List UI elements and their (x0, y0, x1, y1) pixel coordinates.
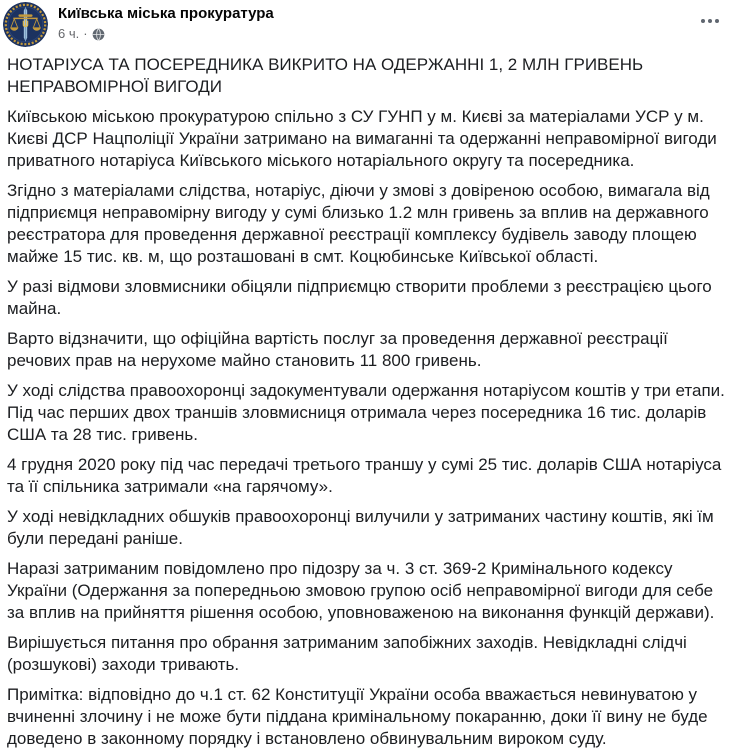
dot-icon (715, 19, 719, 23)
post-timestamp[interactable]: 6 ч. (58, 26, 80, 41)
dot-icon (708, 19, 712, 23)
post-paragraph: 4 грудня 2020 року під час передачі третього траншу у сумі 25 тис. доларів США нотаріуса та її спільника затримали «на гарячому». (7, 455, 722, 496)
post-paragraph: Наразі затриманим повідомлено про підозру за ч. 3 ст. 369-2 Кримінального кодексу України (Одержання за попередньою змовою групою осіб неправомірної вигоди для себе за вплив на прийняття рішення особою, уповноваженою на виконання функцій держави). (7, 559, 715, 622)
dot-icon (701, 19, 705, 23)
more-options-button[interactable] (696, 10, 724, 32)
post-paragraph: Варто відзначити, що офіційна вартість послуг за проведення державної реєстрації речових прав на нерухоме майно становить 11 800 гривень. (7, 329, 668, 370)
post-paragraph: У ході невідкладних обшуків правоохоронці вилучили у затриманих частину коштів, які їм були передані раніше. (7, 507, 714, 548)
post-title-paragraph: НОТАРІУСА ТА ПОСЕРЕДНИКА ВИКРИТО НА ОДЕРЖАННІ 1, 2 МЛН ГРИВЕНЬ НЕПРАВОМІРНОЇ ВИГОДИ (7, 55, 644, 96)
page-avatar[interactable] (3, 2, 48, 47)
post-paragraph: Примітка: відповідно до ч.1 ст. 62 Конституції України особа вважається невинуватою у вчиненні злочину і не може бути піддана кримінальному покаранню, доки її вину не буде доведено в законному порядку і встановлено обвинувальним вироком суду. (7, 685, 708, 748)
post-header (0, 0, 742, 50)
post-paragraph: Вирішується питання про обрання затриманим запобіжних заходів. Невідкладні слідчі (розшукові) заходи тривають. (7, 633, 687, 674)
post-meta (58, 26, 274, 42)
post-paragraph: У ході слідства правоохоронці задокументували одержання нотаріусом коштів у три етапи. Під час перших двох траншів зловмисниця отримала через посередника 16 тис. доларів США та 28 тис. гривень. (7, 381, 725, 444)
page-name-link[interactable]: Київська міська прокуратура (58, 5, 274, 22)
globe-icon (92, 28, 105, 41)
meta-separator: · (83, 26, 88, 41)
post-body (0, 50, 742, 750)
post-paragraph: У разі відмови зловмисники обіцяли підприємцю створити проблеми з реєстрацією цього майна. (7, 277, 712, 318)
post-paragraph: Київською міською прокуратурою спільно з СУ ГУНП у м. Києві за матеріалами УСР у м. Києві ДСР Нацполіції України затримано на вимаганні та одержанні неправомірної вигоди приватного нотаріуса Київського міського нотаріального округу та посередника. (7, 107, 717, 170)
header-text (58, 4, 274, 42)
prosecutor-emblem-icon (3, 2, 48, 47)
post-paragraph: Згідно з матеріалами слідства, нотаріус, діючи у змові з довіреною особою, вимагала від підприємця неправомірну вигоду у сумі близько 1.2 млн гривень за вплив на державного реєстратора для проведення державної реєстрації комплексу будівель заводу площею майже 15 тис. кв. м, що розташовані в смт. Коцюбинське Київської області. (7, 181, 710, 266)
